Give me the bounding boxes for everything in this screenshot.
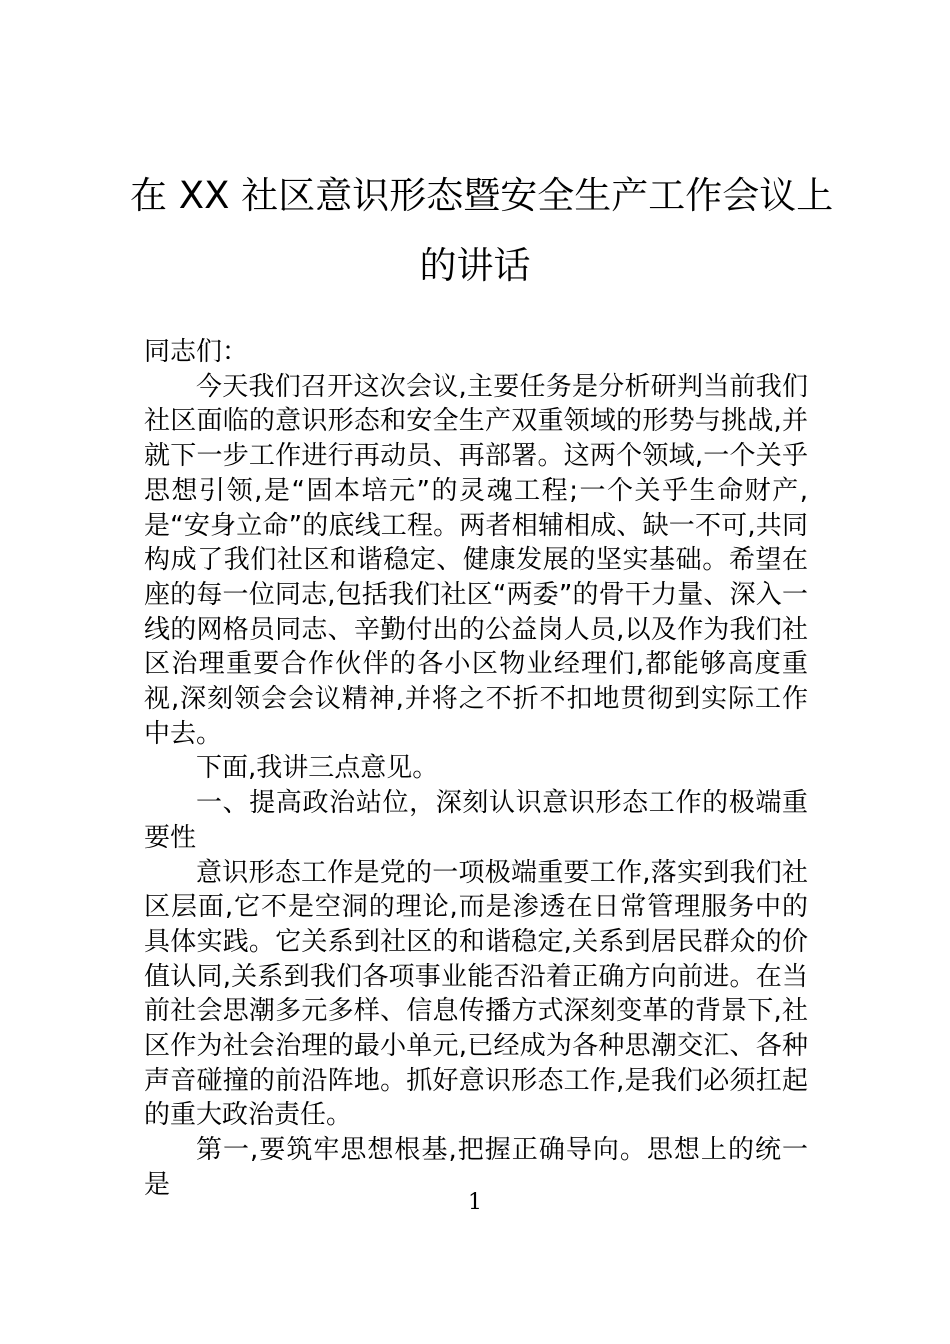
paragraph-ideology: 意识形态工作是党的一项极端重要工作,落实到我们社区层面,它不是空洞的理论,而是渗透在日常管理服务中的具体实践。它关系到社区的和谐稳定,关系到居民群众的价值认同,关系到我们各项事业能否沿着正确方向前进。在当前社会思潮多元多样、信息传播方式深刻变革的背景下,社区作为社会治理的最小单元,已经成为各种思潮交汇、各种声音碰撞的前沿阵地。抓好意识形态工作,是我们必须扛起的重大政治责任。 (144, 857, 808, 1131)
document-title-line-2: 的讲话 (419, 244, 531, 287)
page-number: 1 (468, 1190, 482, 1215)
paragraph-intro-points: 下面,我讲三点意见。 (196, 753, 439, 784)
salutation: 同志们： (144, 337, 249, 367)
document-title-line-1: 在 XX 社区意识形态暨安全生产工作会议上 (130, 174, 834, 217)
paragraph-first-point: 第一,要筑牢思想根基,把握正确导向。思想上的统一是 (144, 1135, 808, 1200)
document-body (144, 335, 808, 1203)
section-heading-1: 一、提高政治站位，深刻认识意识形态工作的极端重要性 (144, 788, 808, 853)
paragraph-opening: 今天我们召开这次会议,主要任务是分析研判当前我们社区面临的意识形态和安全生产双重领域的形势与挑战,并就下一步工作进行再动员、再部署。这两个领域,一个关乎思想引领,是“固本培元”的灵魂工程;一个关乎生命财产,是“安身立命”的底线工程。两者相辅相成、缺一不可,共同构成了我们社区和谐稳定、健康发展的坚实基础。希望在座的每一位同志,包括我们社区“两委”的骨干力量、深入一线的网格员同志、辛勤付出的公益岗人员,以及作为我们社区治理重要合作伙伴的各小区物业经理们,都能够高度重视,深刻领会会议精神,并将之不折不扣地贯彻到实际工作中去。 (144, 371, 808, 749)
